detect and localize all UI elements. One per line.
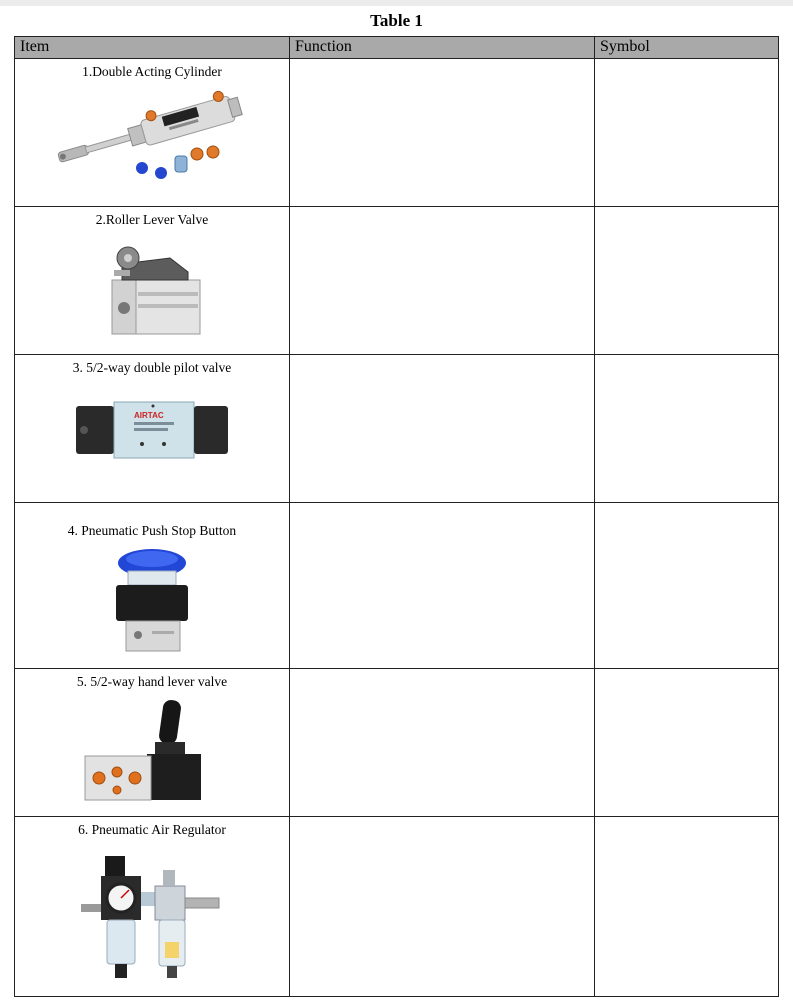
air-regulator-photo [77, 842, 227, 992]
header-row [15, 37, 779, 59]
symbol-cell[interactable] [595, 817, 779, 997]
item-label: 4. Pneumatic Push Stop Button [67, 523, 237, 538]
function-cell[interactable] [290, 59, 595, 207]
item-label: 1.Double Acting Cylinder [82, 64, 222, 79]
item-label: 5. 5/2-way hand lever valve [76, 674, 228, 689]
double-pilot-valve-photo [72, 392, 232, 472]
symbol-cell[interactable] [595, 59, 779, 207]
push-stop-button-photo [102, 545, 202, 655]
item-label: 6. Pneumatic Air Regulator [78, 822, 226, 837]
symbol-cell[interactable] [595, 207, 779, 355]
function-cell[interactable] [290, 817, 595, 997]
header-function: Function [290, 37, 595, 59]
item-cell [15, 355, 290, 503]
function-cell[interactable] [290, 503, 595, 669]
symbol-cell[interactable] [595, 669, 779, 817]
table-title: Table 1 [370, 11, 423, 30]
roller-lever-valve-photo [92, 228, 212, 338]
item-cell [15, 503, 290, 669]
table-row [15, 59, 779, 207]
header-symbol: Symbol [595, 37, 779, 59]
valve-brand-text: AIRTAC [134, 411, 164, 420]
components-table [14, 36, 779, 997]
item-cell [15, 669, 290, 817]
table-row [15, 207, 779, 355]
header-item: Item [15, 37, 290, 59]
item-cell [15, 59, 290, 207]
symbol-cell[interactable] [595, 355, 779, 503]
hand-lever-valve-photo [77, 694, 227, 806]
function-cell[interactable] [290, 669, 595, 817]
table-row [15, 669, 779, 817]
symbol-cell[interactable] [595, 503, 779, 669]
table-row [15, 355, 779, 503]
top-band [0, 0, 793, 6]
table-row [15, 503, 779, 669]
item-label: 3. 5/2-way double pilot valve [72, 360, 232, 375]
item-label: 2.Roller Lever Valve [95, 212, 209, 227]
item-cell [15, 207, 290, 355]
function-cell[interactable] [290, 355, 595, 503]
function-cell[interactable] [290, 207, 595, 355]
item-cell [15, 817, 290, 997]
double-acting-cylinder-photo [47, 80, 257, 190]
table-row [15, 817, 779, 997]
